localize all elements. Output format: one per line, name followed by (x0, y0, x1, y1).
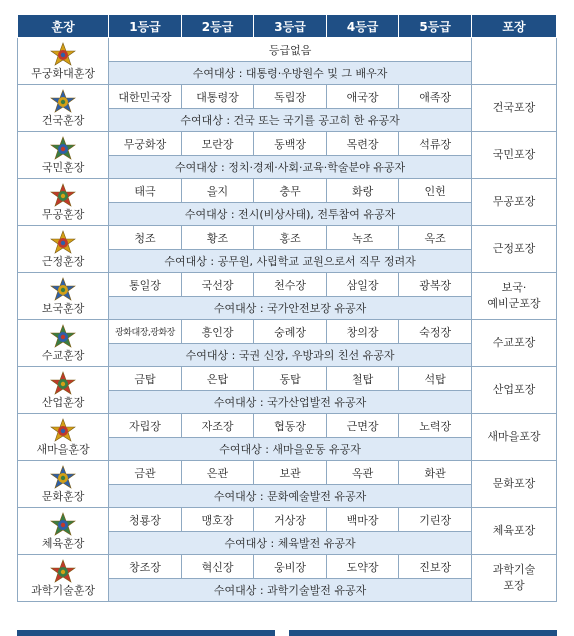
recipient-description: 수여대상 : 대통령·우방원수 및 그 배우자 (109, 62, 472, 85)
sugyo-medal-icon (18, 324, 108, 350)
grade-5-cell: 숙정장 (399, 320, 472, 344)
recipient-description: 수여대상 : 국가안전보장 유공자 (109, 297, 472, 320)
grade-2-cell: 국선장 (181, 273, 254, 297)
header-medal: 훈장 (18, 15, 109, 38)
grade-2-cell: 은탑 (181, 367, 254, 391)
pojang-cell (471, 179, 556, 226)
gukmin-medal-icon (18, 136, 108, 162)
grade-5-cell: 애족장 (399, 85, 472, 109)
recipient-description: 수여대상 : 공무원, 사립학교 교원으로서 직무 정려자 (109, 250, 472, 273)
grade-5-cell: 진보장 (399, 555, 472, 579)
grade-1-cell: 무궁화장 (109, 132, 182, 156)
medal-name: 체육훈장 (41, 537, 85, 550)
medal-name-cell (18, 179, 109, 226)
grade-1-cell: 창조장 (109, 555, 182, 579)
saemaeul-medal-icon (18, 418, 108, 444)
recipient-description: 수여대상 : 새마을운동 유공자 (109, 438, 472, 461)
medal-name: 보국훈장 (41, 302, 85, 315)
grade-2-cell: 은관 (181, 461, 254, 485)
header-grade-5: 5등급 (399, 15, 472, 38)
medal-name-cell (18, 273, 109, 320)
grade-2-cell: 자조장 (181, 414, 254, 438)
mugunghwa-medal-icon (18, 42, 108, 68)
grade-row (18, 461, 557, 485)
cheyuk-medal-icon (18, 512, 108, 538)
medal-name: 국민훈장 (41, 161, 85, 174)
grade-5-cell: 옥조 (399, 226, 472, 250)
pojang-label: 과학기술 (492, 563, 536, 576)
medal-name-cell (18, 38, 109, 85)
pojang-label: 새마을포장 (487, 430, 541, 443)
pojang-cell (471, 508, 556, 555)
medal-name: 수교훈장 (41, 349, 85, 362)
pojang-cell (471, 367, 556, 414)
grade-4-cell: 화랑 (326, 179, 399, 203)
pojang-cell (471, 461, 556, 508)
pojang-label: 근정포장 (492, 242, 536, 255)
grade-2-cell: 모란장 (181, 132, 254, 156)
grade-1-cell: 청조 (109, 226, 182, 250)
grade-5-cell: 화관 (399, 461, 472, 485)
header-row (18, 15, 557, 38)
grade-row (18, 508, 557, 532)
grade-3-cell: 독립장 (254, 85, 327, 109)
gwahak-medal-icon (18, 559, 108, 585)
pojang-label: 무공포장 (492, 195, 536, 208)
geunjeong-medal-icon (18, 230, 108, 256)
grade-3-cell: 숭례장 (254, 320, 327, 344)
bottom-cropped-strip (17, 630, 557, 636)
medal-name: 건국훈장 (41, 114, 85, 127)
grade-1-cell: 태극 (109, 179, 182, 203)
grade-1-cell: 금탑 (109, 367, 182, 391)
header-pojang: 포장 (471, 15, 556, 38)
grade-3-cell: 동탑 (254, 367, 327, 391)
medal-name: 무공훈장 (41, 208, 85, 221)
grade-5-cell: 석탑 (399, 367, 472, 391)
bottom-bar-right (289, 630, 557, 636)
medal-name-cell (18, 132, 109, 179)
grade-5-cell: 인헌 (399, 179, 472, 203)
pojang-label: 건국포장 (492, 101, 536, 114)
grade-1-cell: 광화대장,광화장 (109, 320, 182, 344)
recipient-description: 수여대상 : 정치·경제·사회·교육·학술분야 유공자 (109, 156, 472, 179)
mugong-medal-icon (18, 183, 108, 209)
grade-row (18, 85, 557, 109)
grade-3-cell: 홍조 (254, 226, 327, 250)
grade-3-cell: 천수장 (254, 273, 327, 297)
grade-3-cell: 웅비장 (254, 555, 327, 579)
header-grade-2: 2등급 (181, 15, 254, 38)
medal-name-cell (18, 226, 109, 273)
grade-2-cell: 황조 (181, 226, 254, 250)
grade-5-cell: 광복장 (399, 273, 472, 297)
grade-row (18, 273, 557, 297)
grade-3-cell: 협동장 (254, 414, 327, 438)
header-grade-1: 1등급 (109, 15, 182, 38)
pojang-cell (471, 273, 556, 320)
medal-name-cell (18, 367, 109, 414)
medal-name: 산업훈장 (41, 396, 85, 409)
medal-name-cell (18, 85, 109, 132)
grade-1-cell: 자립장 (109, 414, 182, 438)
medal-name: 새마을훈장 (36, 443, 90, 456)
saneop-medal-icon (18, 371, 108, 397)
pojang-label: 포장 (503, 579, 525, 592)
recipient-description: 수여대상 : 과학기술발전 유공자 (109, 579, 472, 602)
grade-4-cell: 애국장 (326, 85, 399, 109)
grade-5-cell: 노력장 (399, 414, 472, 438)
grade-2-cell: 흥인장 (181, 320, 254, 344)
pojang-cell (471, 555, 556, 602)
grade-5-cell: 기린장 (399, 508, 472, 532)
pojang-label: 체육포장 (492, 524, 536, 537)
munhwa-medal-icon (18, 465, 108, 491)
grade-cell: 등급없음 (109, 38, 472, 62)
grade-2-cell: 혁신장 (181, 555, 254, 579)
recipient-description: 수여대상 : 전시(비상사태), 전투참여 유공자 (109, 203, 472, 226)
medal-name: 문화훈장 (41, 490, 85, 503)
pojang-cell (471, 38, 556, 85)
pojang-cell (471, 132, 556, 179)
pojang-label: 예비군포장 (487, 297, 541, 310)
pojang-cell (471, 320, 556, 367)
grade-4-cell: 목련장 (326, 132, 399, 156)
grade-3-cell: 동백장 (254, 132, 327, 156)
recipient-description: 수여대상 : 국권 신장, 우방과의 친선 유공자 (109, 344, 472, 367)
grade-row (18, 179, 557, 203)
medal-name: 과학기술훈장 (31, 584, 95, 597)
grade-3-cell: 보관 (254, 461, 327, 485)
grade-row (18, 226, 557, 250)
grade-1-cell: 금관 (109, 461, 182, 485)
bogook-medal-icon (18, 277, 108, 303)
grade-1-cell: 대한민국장 (109, 85, 182, 109)
medal-name-cell (18, 414, 109, 461)
grade-2-cell: 을지 (181, 179, 254, 203)
grade-4-cell: 창의장 (326, 320, 399, 344)
grade-2-cell: 대통령장 (181, 85, 254, 109)
grade-row (18, 132, 557, 156)
grade-row (18, 367, 557, 391)
header-grade-4: 4등급 (326, 15, 399, 38)
pojang-cell (471, 414, 556, 461)
medal-table (17, 14, 557, 602)
grade-4-cell: 옥관 (326, 461, 399, 485)
recipient-description: 수여대상 : 문화예술발전 유공자 (109, 485, 472, 508)
header-grade-3: 3등급 (254, 15, 327, 38)
bottom-bar-left (17, 630, 275, 636)
recipient-description: 수여대상 : 건국 또는 국기를 공고히 한 유공자 (109, 109, 472, 132)
grade-4-cell: 녹조 (326, 226, 399, 250)
pojang-label: 문화포장 (492, 477, 536, 490)
pojang-cell (471, 226, 556, 273)
recipient-description: 수여대상 : 국가산업발전 유공자 (109, 391, 472, 414)
grade-4-cell: 도약장 (326, 555, 399, 579)
medal-name-cell (18, 461, 109, 508)
pojang-label: 산업포장 (492, 383, 536, 396)
geonguk-medal-icon (18, 89, 108, 115)
grade-5-cell: 석류장 (399, 132, 472, 156)
medal-name: 근정훈장 (41, 255, 85, 268)
grade-4-cell: 근면장 (326, 414, 399, 438)
grade-4-cell: 백마장 (326, 508, 399, 532)
grade-1-cell: 청룡장 (109, 508, 182, 532)
grade-4-cell: 철탑 (326, 367, 399, 391)
grade-4-cell: 삼일장 (326, 273, 399, 297)
recipient-description: 수여대상 : 체육발전 유공자 (109, 532, 472, 555)
grade-row (18, 320, 557, 344)
medal-name-cell (18, 555, 109, 602)
grade-3-cell: 충무 (254, 179, 327, 203)
pojang-label: 수교포장 (492, 336, 536, 349)
pojang-cell (471, 85, 556, 132)
pojang-label: 보국· (501, 281, 527, 294)
grade-row (18, 38, 557, 62)
pojang-label: 국민포장 (492, 148, 536, 161)
grade-3-cell: 거상장 (254, 508, 327, 532)
medal-name-cell (18, 320, 109, 367)
grade-1-cell: 통일장 (109, 273, 182, 297)
grade-row (18, 555, 557, 579)
medal-name-cell (18, 508, 109, 555)
medal-name: 무궁화대훈장 (31, 67, 95, 80)
grade-2-cell: 맹호장 (181, 508, 254, 532)
grade-row (18, 414, 557, 438)
top-cropped-heading-strip (0, 0, 574, 14)
